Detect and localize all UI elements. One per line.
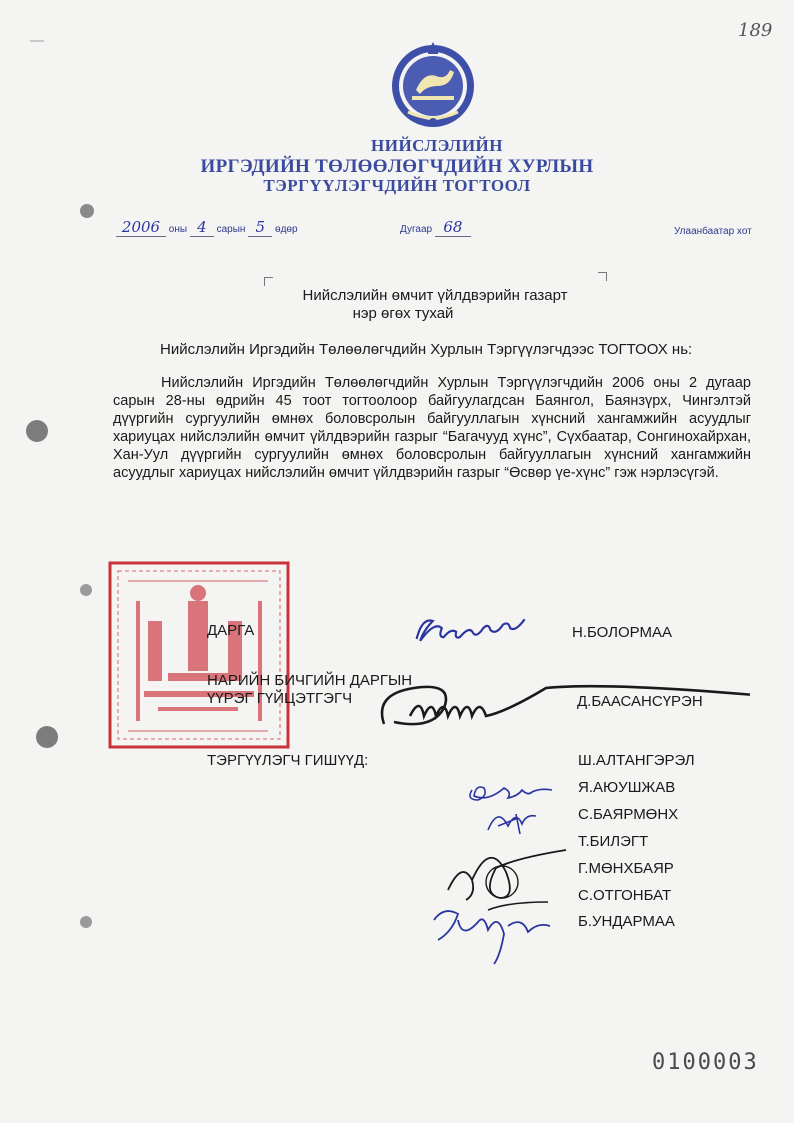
member-signatures [428,770,588,970]
member-name: Т.БИЛЭГТ [578,833,649,850]
archive-number: 0100003 [652,1050,759,1075]
document-title-line-2: нэр өгөх тухай [352,305,454,322]
punch-hole [36,726,58,748]
number-label: Дугаар [400,224,433,235]
secretary-name: Д.БААСАНСҮРЭН [577,693,703,710]
secretary-label-line-2: ҮҮРЭГ ГҮЙЦЭТГЭГЧ [207,690,353,707]
title-bracket-right [598,272,607,281]
member-name: Ш.АЛТАНГЭРЭЛ [578,752,695,769]
date-month-suffix: сарын [216,224,246,235]
date-day-suffix: өдөр [275,224,298,235]
scan-mark [30,40,44,42]
member-name: С.БАЯРМӨНХ [578,806,679,823]
header-line-3: ТЭРГҮҮЛЭГЧДИЙН ТОГТООЛ [263,176,531,195]
decree-number: 68 [435,218,471,237]
date-year: 2006 [116,218,166,237]
chair-name: Н.БОЛОРМАА [572,624,673,641]
punch-hole [80,916,92,928]
resolution-intro: Нийслэлийн Иргэдийн Төлөөлөгчдийн Хурлын Тэргүүлэгчдээс ТОГТООХ нь: [160,341,693,358]
member-name: Б.УНДАРМАА [578,913,675,930]
secretary-label-line-1: НАРИЙН БИЧГИЙН ДАРГЫН [207,672,413,689]
member-name: Я.АЮУШЖАВ [578,779,676,796]
official-stamp-icon [108,561,290,749]
punch-hole [80,204,94,218]
document-title-line-1: Нийслэлийн өмчит үйлдвэрийн газарт [302,287,568,304]
date-year-suffix: оны [168,224,188,235]
punch-hole [26,420,48,442]
header-line-1: НИЙСЛЭЛИЙН [371,136,503,155]
member-name: Г.МӨНХБАЯР [578,860,674,877]
place: Улаанбаатар хот [674,226,752,237]
punch-hole [80,584,92,596]
date-day: 5 [248,218,272,237]
title-bracket-left [264,277,273,286]
date-line [116,217,766,239]
handwritten-page-number: 189 [738,20,773,41]
member-name: С.ОТГОНБАТ [578,887,672,904]
header-line-2: ИРГЭДИЙН ТӨЛӨӨЛӨГЧДИЙН ХУРЛЫН [200,156,594,177]
members-label: ТЭРГҮҮЛЭГЧ ГИШҮҮД: [207,752,369,769]
chair-label: ДАРГА [207,622,255,639]
resolution-body: Нийслэлийн Иргэдийн Төлөөлөгчдийн Хурлын Тэргүүлэгчдийн 2006 оны 2 дугаар сарын 28-ны өдрийн 45 тоот тогтоолоор байгуулагдсан Баянгол, Баянзүрх, Чингэлтэй дүүргийн сургуулийн өмнөх боловсролын байгууллагын хүнсний хангамжийн асуудлыг хариуцах нийслэлийн өмчит үйлдвэрийн газрыг “Багачууд хүнс”, Сүхбаатар, Сонгинохайрхан, Хан-Уул дүүргийн сургуулийн өмнөх боловсролын байгууллагын хүнсний хангамжийн асуудлыг хариуцах нийслэлийн өмчит үйлдвэрийн газрыг “Өсвөр үе-хүнс” гэж нэрлэсүгэй. [113,375,751,481]
date-month: 4 [190,218,214,237]
state-emblem-icon [388,38,478,130]
chair-signature [408,612,544,648]
